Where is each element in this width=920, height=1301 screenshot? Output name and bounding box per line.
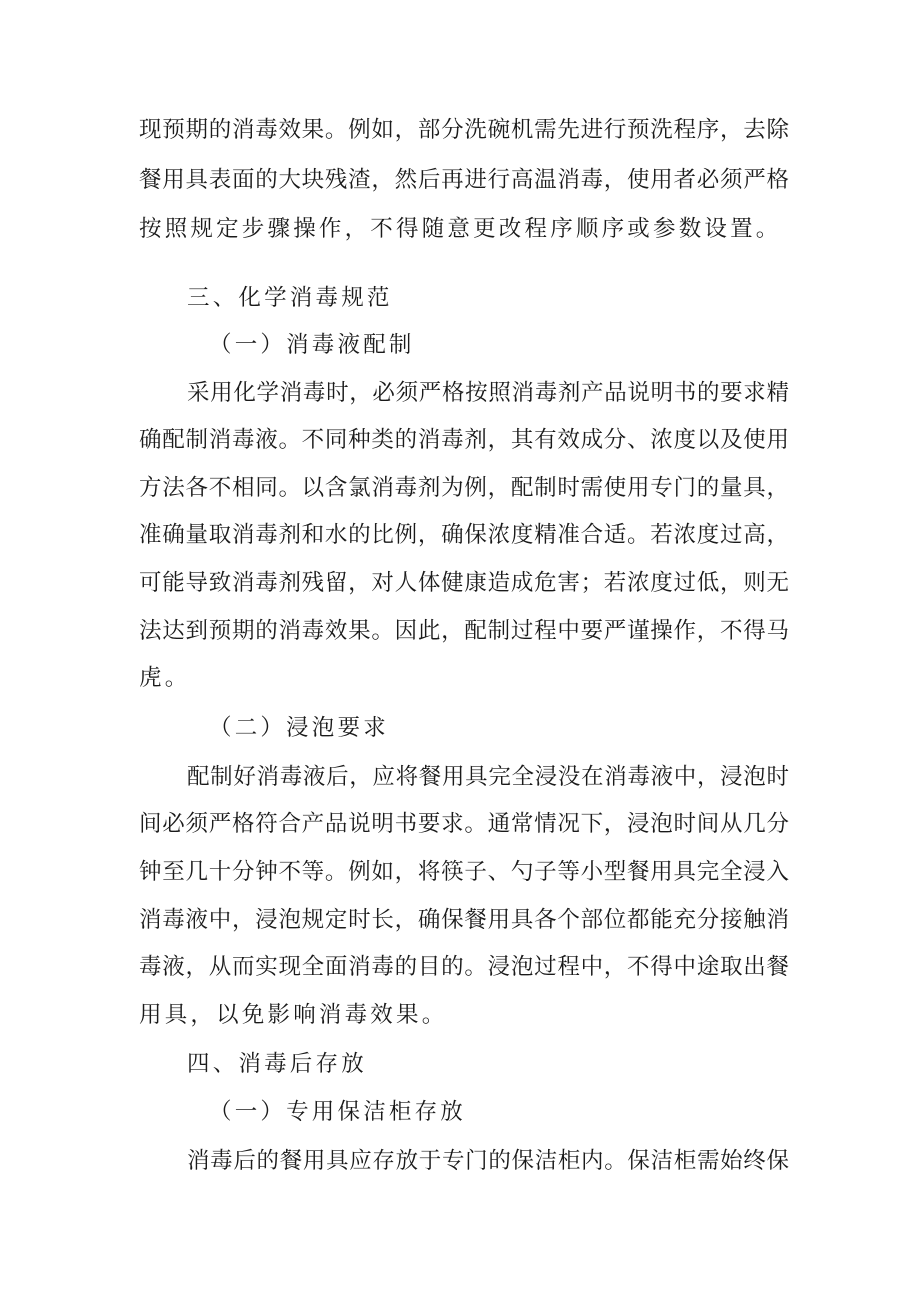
paragraph-line: 消毒液中，浸泡规定时长，确保餐用具各个部位都能充分接触消 (139, 907, 789, 933)
section-heading: 三、化学消毒规范 (187, 285, 393, 311)
paragraph-line: 方法各不相同。以含氯消毒剂为例，配制时需使用专门的量具， (139, 475, 789, 501)
subsection-heading: （一）专用保洁柜存放 (209, 1099, 467, 1125)
paragraph-line: 可能导致消毒剂残留，对人体健康造成危害；若浓度过低，则无 (139, 570, 789, 596)
paragraph-line: 采用化学消毒时，必须严格按照消毒剂产品说明书的要求精 (187, 380, 789, 406)
paragraph-line: 钟至几十分钟不等。例如，将筷子、勺子等小型餐用具完全浸入 (139, 859, 789, 885)
section-heading: 四、消毒后存放 (187, 1051, 367, 1077)
paragraph-line: 确配制消毒液。不同种类的消毒剂，其有效成分、浓度以及使用 (139, 427, 789, 453)
paragraph-line: 用具，以免影响消毒效果。 (139, 1002, 448, 1028)
subsection-heading: （一）消毒液配制 (209, 332, 415, 358)
paragraph-line: 法达到预期的消毒效果。因此，配制过程中要严谨操作，不得马 (139, 618, 789, 644)
paragraph-line: 消毒后的餐用具应存放于专门的保洁柜内。保洁柜需始终保 (187, 1148, 789, 1174)
paragraph-line: 准确量取消毒剂和水的比例，确保浓度精准合适。若浓度过高， (139, 522, 789, 548)
subsection-heading: （二）浸泡要求 (209, 715, 389, 741)
paragraph-line: 间必须严格符合产品说明书要求。通常情况下，浸泡时间从几分 (139, 811, 789, 837)
paragraph-line: 现预期的消毒效果。例如，部分洗碗机需先进行预洗程序，去除 (139, 117, 789, 143)
paragraph-line: 毒液，从而实现全面消毒的目的。浸泡过程中，不得中途取出餐 (139, 954, 789, 980)
paragraph-line: 配制好消毒液后，应将餐用具完全浸没在消毒液中，浸泡时 (187, 764, 789, 790)
paragraph-line: 虎。 (139, 665, 191, 691)
paragraph-line: 餐用具表面的大块残渣，然后再进行高温消毒，使用者必须严格 (139, 167, 789, 193)
paragraph-line: 按照规定步骤操作，不得随意更改程序顺序或参数设置。 (139, 216, 782, 242)
